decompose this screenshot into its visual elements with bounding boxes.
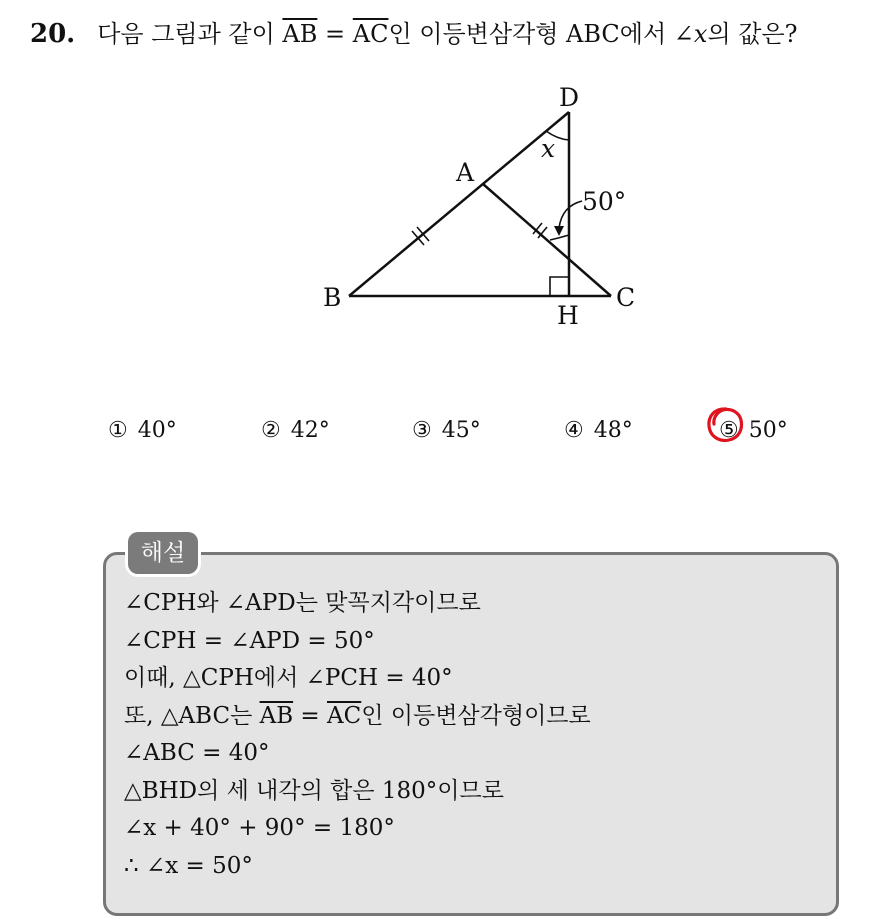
choice-1[interactable] — [108, 418, 177, 443]
choice-number: ③ — [412, 418, 432, 443]
arrow-head — [554, 226, 564, 236]
choice-number: ① — [108, 418, 128, 443]
choice-value: 45° — [441, 418, 481, 443]
problem-text-part: 다음 그림과 같이 — [97, 20, 283, 48]
choice-number: ④ — [564, 418, 584, 443]
explanation-text: 또, △ABC는 — [124, 702, 260, 729]
label-c: C — [616, 283, 636, 312]
explanation-line: 이때, △CPH에서 ∠PCH = 40° — [124, 665, 453, 691]
explanation-line: ∠CPH = ∠APD = 50° — [124, 627, 375, 654]
segment-ab: $\overline{AB}$ — [282, 20, 318, 48]
segment-ac: $\overline{AC}$ — [327, 702, 362, 729]
variable-x: x — [693, 20, 708, 48]
right-angle-mark — [550, 277, 569, 296]
choice-3[interactable] — [412, 418, 481, 443]
explanation-line: ∴ ∠x = 50° — [124, 852, 253, 879]
angle-symbol: ∠ — [673, 20, 694, 48]
explanation-line: ∠ABC = 40° — [124, 740, 270, 766]
choice-number: ⑤ — [719, 418, 739, 443]
label-x: x — [541, 134, 556, 163]
explanation-line: ∠x + 40° + 90° = 180° — [124, 815, 395, 841]
angle-50-arc — [550, 235, 569, 240]
line-bd — [349, 112, 569, 296]
choice-4[interactable] — [564, 418, 633, 443]
label-50-degrees: 50° — [582, 187, 627, 216]
choice-value: 50° — [748, 418, 788, 443]
equals-sign: = — [293, 702, 328, 729]
label-d: D — [559, 83, 580, 112]
explanation-line: △BHD의 세 내각의 합은 180°이므로 — [124, 777, 504, 804]
triangle-figure — [300, 70, 670, 340]
triangle-diagram — [300, 70, 670, 340]
choice-value: 42° — [290, 418, 330, 443]
label-h: H — [557, 301, 579, 330]
label-b: B — [323, 283, 342, 312]
segment-ac: $\overline{AC}$ — [352, 20, 389, 48]
problem-text-part: 의 값은? — [707, 20, 798, 48]
explanation-tag: 해설 — [128, 532, 198, 574]
choice-2[interactable] — [261, 418, 330, 443]
equals-sign: = — [317, 20, 353, 48]
explanation-line — [124, 698, 824, 736]
choice-value: 48° — [593, 418, 633, 443]
label-a: A — [456, 158, 475, 187]
problem-statement — [30, 14, 870, 54]
explanation-lines — [124, 585, 824, 885]
angle-arrow — [559, 201, 582, 228]
problem-text-part: 인 이등변삼각형 ABC에서 — [388, 20, 674, 48]
segment-ab: $\overline{AB}$ — [259, 702, 294, 729]
choice-number: ② — [261, 418, 281, 443]
answer-mark-circle — [705, 405, 745, 445]
explanation-text: 인 이등변삼각형이므로 — [361, 702, 591, 729]
problem-number: 20. — [30, 19, 76, 49]
choice-value: 40° — [137, 418, 177, 443]
explanation-line: ∠CPH와 ∠APD는 맞꼭지각이므로 — [124, 590, 481, 616]
answer-choices — [108, 412, 828, 452]
